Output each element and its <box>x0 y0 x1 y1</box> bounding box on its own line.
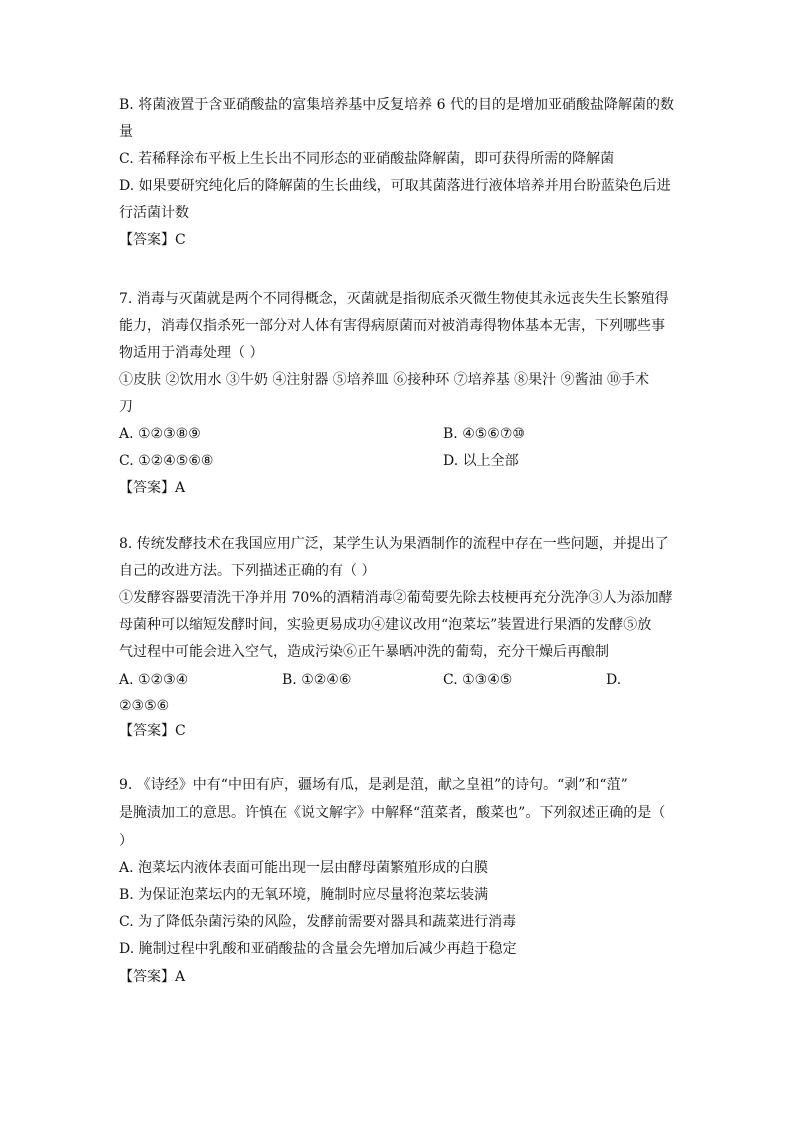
q9-answer: 【答案】A <box>119 969 186 985</box>
q7-stem-line3: 物适用于消毒处理（ ） <box>119 345 264 361</box>
q7-option-a: A. ①②③⑧⑨ <box>119 426 201 442</box>
q8-option-c: C. ①③④⑤ <box>443 672 513 688</box>
q6-option-d-line1: D. 如果要研究纯化后的降解菌的生长曲线，可取其菌落进行液体培养并用台盼蓝染色后进 <box>119 178 671 194</box>
q8-stem-line2: 自己的改进方法。下列描述正确的有（ ） <box>119 563 376 579</box>
q8-option-d-label: D. <box>606 672 622 688</box>
q7-option-c: C. ①②④⑤⑥⑧ <box>119 453 214 469</box>
q7-items-line2: 刀 <box>119 399 133 415</box>
q6-option-b-line1: B. 将菌液置于含亚硝酸盐的富集培养基中反复培养 6 代的目的是增加亚硝酸盐降解菌的数 <box>119 97 674 113</box>
q8-items-line1: ①发酵容器要清洗干净并用 70%的酒精消毒②葡萄要先除去枝梗再充分洗净③人为添加酵 <box>119 590 673 606</box>
q8-option-d-value: ②③⑤⑥ <box>119 698 170 714</box>
q8-items-line2: 母菌种可以缩短发酵时间，实验更易成功④建议改用“泡菜坛”装置进行果酒的发酵⑤放 <box>119 617 652 633</box>
q9-option-a: A. 泡菜坛内液体表面可能出现一层由酵母菌繁殖形成的白膜 <box>119 860 489 876</box>
q7-items-line1: ①皮肤 ②饮用水 ③牛奶 ④注射器 ⑤培养皿 ⑥接种环 ⑦培养基 ⑧果汁 ⑨酱油 ⑩手术 <box>119 372 650 388</box>
q7-answer: 【答案】A <box>119 480 186 496</box>
q6-option-d-line2: 行活菌计数 <box>119 205 189 221</box>
q7-option-d: D. 以上全部 <box>443 453 519 469</box>
q9-stem-line3: ） <box>119 833 133 849</box>
q8-option-b: B. ①②④⑥ <box>282 672 352 688</box>
q8-stem-line1: 8. 传统发酵技术在我国应用广泛，某学生认为果酒制作的流程中存在一些问题，并提出了 <box>119 536 669 552</box>
q9-stem-line1: 9. 《诗经》中有“中田有庐，疆场有瓜，是剥是菹，献之皇祖”的诗句。“剥”和“菹” <box>119 777 628 793</box>
q6-option-b-line2: 量 <box>119 124 133 140</box>
q9-stem-line2: 是腌渍加工的意思。许慎在《说文解字》中解释“菹菜者，酸菜也”。下列叙述正确的是（ <box>119 805 666 821</box>
q9-option-b: B. 为保证泡菜坛内的无氧环境，腌制时应尽量将泡菜坛装满 <box>119 887 489 903</box>
q7-option-b: B. ④⑤⑥⑦⑩ <box>443 426 525 442</box>
q8-answer: 【答案】C <box>119 723 186 739</box>
q9-option-d: D. 腌制过程中乳酸和亚硝酸盐的含量会先增加后减少再趋于稳定 <box>119 941 517 957</box>
q7-stem-line2: 能力，消毒仅指杀死一部分对人体有害得病原菌而对被消毒得物体基本无害，下列哪些事 <box>119 318 665 334</box>
q7-stem-line1: 7. 消毒与灭菌就是两个不同得概念，灭菌就是指彻底杀灭微生物使其永远丧失生长繁殖得 <box>119 291 669 307</box>
q6-option-c: C. 若稀释涂布平板上生长出不同形态的亚硝酸盐降解菌，即可获得所需的降解菌 <box>119 151 615 167</box>
q6-answer: 【答案】C <box>119 232 186 248</box>
q9-option-c: C. 为了降低杂菌污染的风险，发酵前需要对器具和蔬菜进行消毒 <box>119 914 517 930</box>
q8-items-line3: 气过程中可能会进入空气，造成污染⑥正午暴晒冲洗的葡萄，充分干燥后再酿制 <box>119 644 609 660</box>
q8-option-a: A. ①②③④ <box>119 672 189 688</box>
